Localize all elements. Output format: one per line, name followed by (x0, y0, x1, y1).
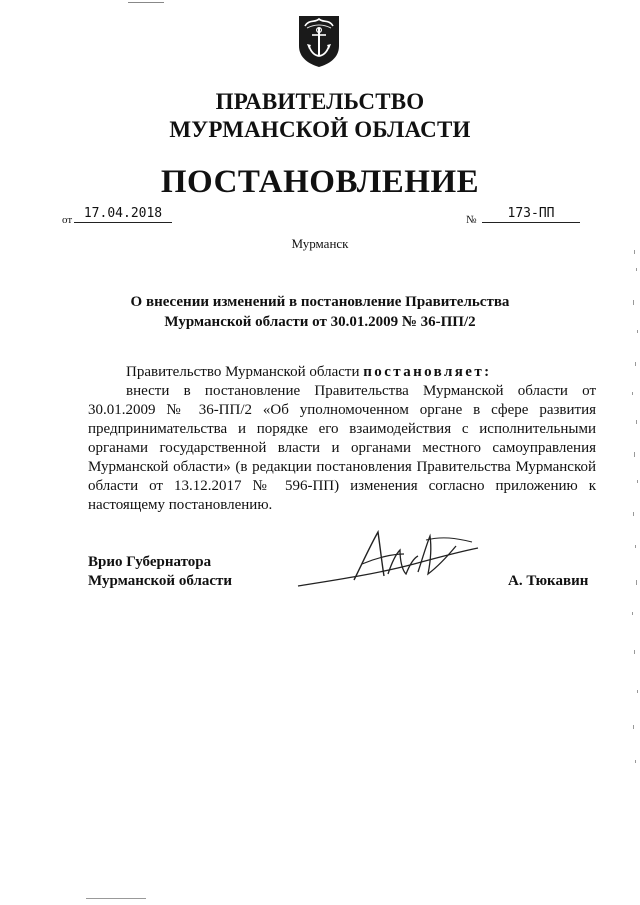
government-name-line2: МУРМАНСКОЙ ОБЛАСТИ (169, 117, 471, 142)
subject-line2: Мурманской области от 30.01.2009 № 36-ПП/2 (164, 314, 476, 330)
document-type-title: ПОСТАНОВЛЕНИЕ (160, 164, 480, 200)
government-name-line1: ПРАВИТЕЛЬСТВО (215, 89, 425, 114)
scan-edge-artifacts (628, 0, 640, 905)
signer-name: А. Тюкавин (508, 573, 589, 589)
document-city: Мурманск (291, 236, 349, 251)
subject-line1: О внесении изменений в постановление Правительства (130, 294, 510, 310)
decree-intro (126, 362, 492, 382)
decree-body-paragraph: внести в постановление Правительства Мурманской области от 30.01.2009 № 36-ПП/2 «Об уполномоченном органе в сфере развития предпринимательства и порядке его взаимодействия с исполнительными органами государственной власти и органами местного самоуправления Мурманской области» (в редакции постановления Правительства Мурманской области от 13.12.2017 № 596-ПП) изменения согласно приложению к настоящему постановлению. (88, 383, 596, 513)
signer-title-line2: Мурманской области (88, 573, 233, 589)
scan-artifact-line (86, 898, 146, 899)
number-prefix: № (466, 214, 477, 226)
scan-artifact-line (128, 2, 164, 3)
document-number: 173-ПП (482, 206, 580, 223)
intro-action: постановляет: (363, 364, 492, 380)
handwritten-signature-icon (296, 524, 486, 594)
date-prefix: от (62, 214, 73, 226)
coat-of-arms-icon (297, 14, 341, 68)
document-date: 17.04.2018 (74, 206, 172, 223)
intro-text: Правительство Мурманской области (126, 364, 364, 380)
signer-title-line1: Врио Губернатора (88, 554, 212, 570)
